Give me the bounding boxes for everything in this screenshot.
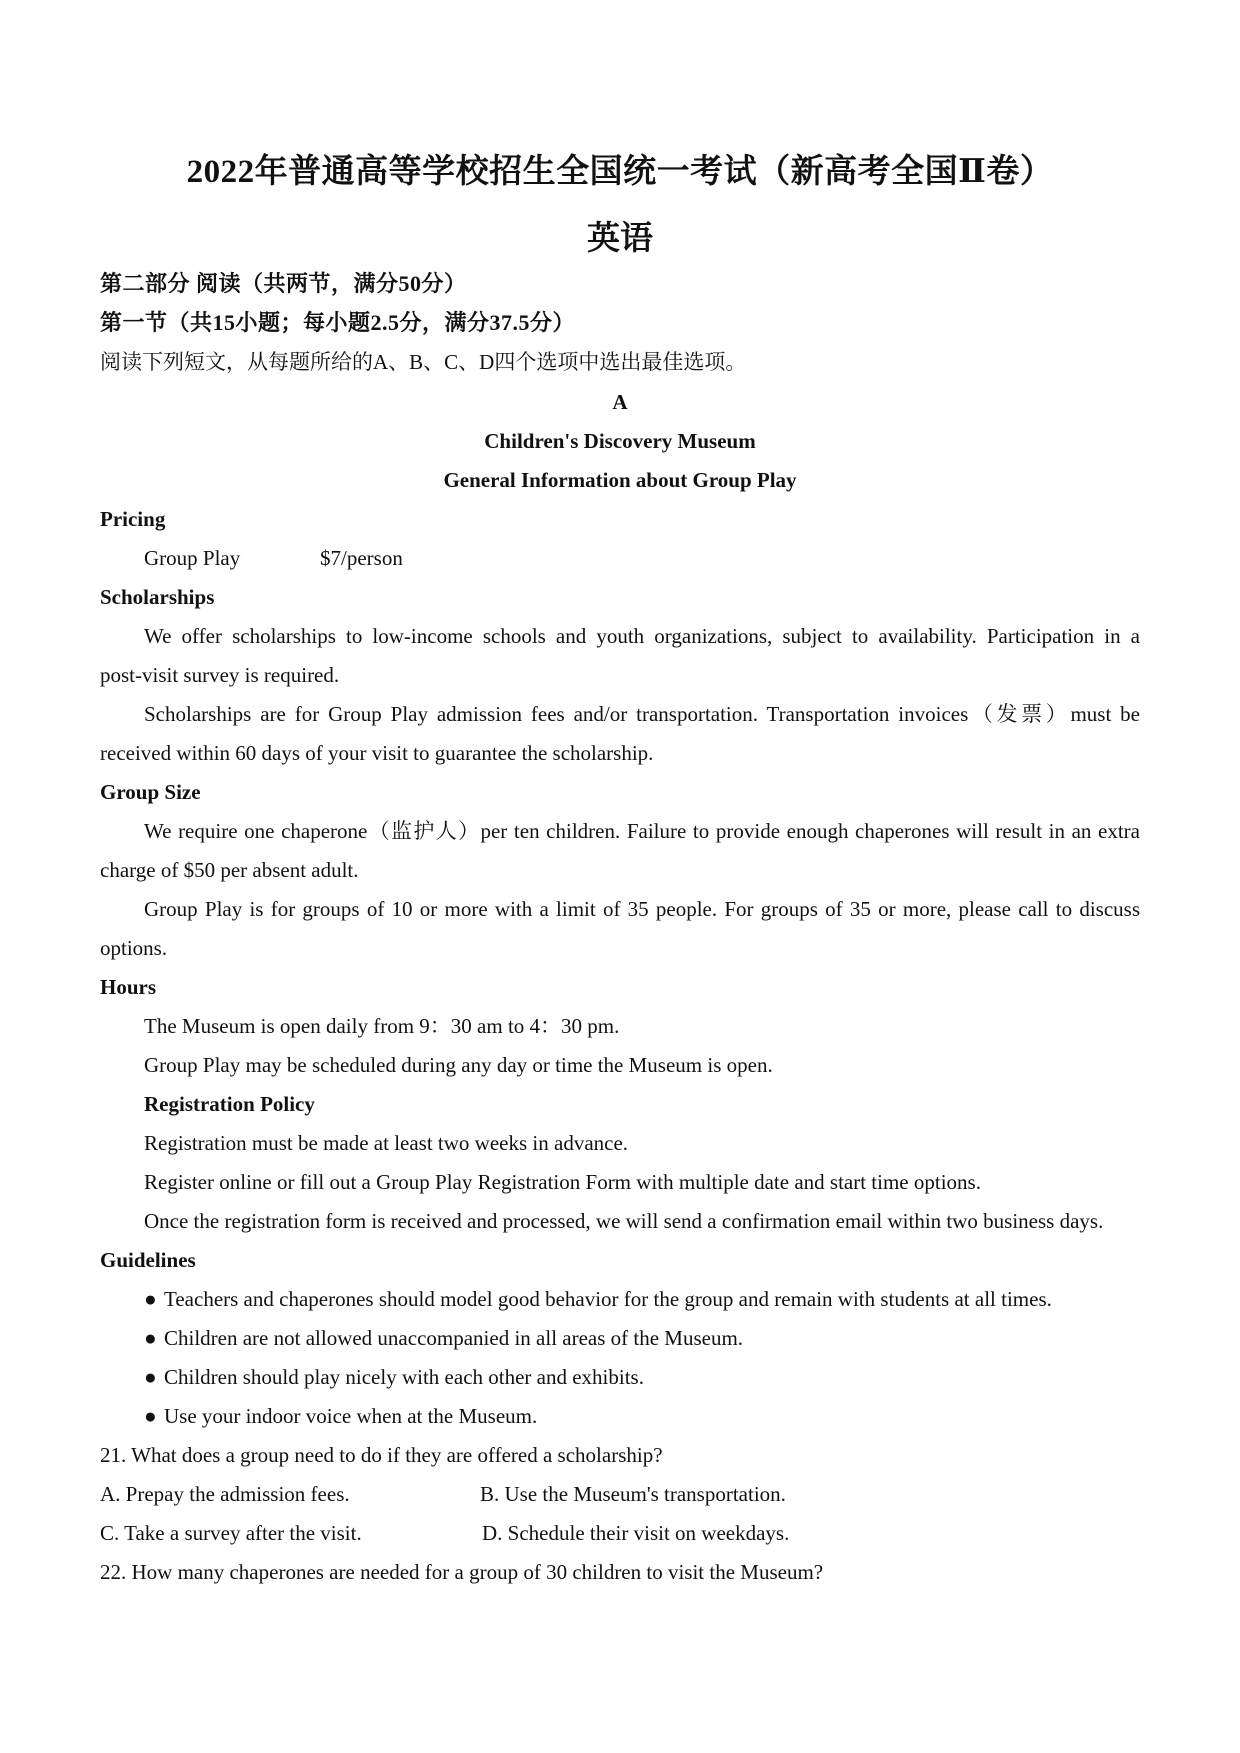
- pricing-heading: Pricing: [100, 507, 166, 531]
- bullet-icon: ●: [144, 1404, 157, 1428]
- scholarships-p2-line1: Scholarships are for Group Play admission fees and/or transportation. Transportation invoices（发票）must be: [144, 702, 1140, 726]
- question-22-stem: 22. How many chaperones are needed for a group of 30 children to visit the Museum?: [100, 1560, 824, 1584]
- hours-heading: Hours: [100, 975, 157, 999]
- guideline-text: Teachers and chaperones should model good behavior for the group and remain with students at all times.: [164, 1287, 1052, 1311]
- hours-p1: The Museum is open daily from 9：30 am to 4：30 pm.: [144, 1014, 620, 1038]
- question-21-stem: 21. What does a group need to do if they are offered a scholarship?: [100, 1443, 663, 1467]
- passage-letter: A: [612, 390, 628, 414]
- guideline-text: Children are not allowed unaccompanied in all areas of the Museum.: [164, 1326, 744, 1350]
- question-21-option-c: C. Take a survey after the visit.: [100, 1521, 362, 1545]
- guidelines-heading: Guidelines: [100, 1248, 196, 1272]
- guideline-text: Use your indoor voice when at the Museum.: [164, 1404, 538, 1428]
- exam-title: 2022年普通高等学校招生全国统一考试（新高考全国Ⅱ卷）: [186, 154, 1054, 190]
- instruction-text: 阅读下列短文，从每题所给的A、B、C、D四个选项中选出最佳选项。: [100, 350, 747, 374]
- registration-heading: Registration Policy: [144, 1092, 315, 1116]
- question-21-option-b: B. Use the Museum's transportation.: [480, 1482, 786, 1506]
- pricing-item: Group Play: [144, 546, 241, 570]
- guideline-text: Children should play nicely with each other and exhibits.: [164, 1365, 644, 1389]
- group-size-p2-line1: Group Play is for groups of 10 or more with a limit of 35 people. For groups of 35 or more, please call to discuss: [144, 897, 1140, 921]
- guideline-item: [144, 1402, 1140, 1430]
- passage-title: Children's Discovery Museum: [484, 429, 756, 453]
- guideline-item: [144, 1324, 1140, 1352]
- scholarships-p1-line2: post-visit survey is required.: [100, 663, 340, 687]
- passage-subtitle: General Information about Group Play: [443, 468, 797, 492]
- group-size-p2-line2: options.: [100, 936, 168, 960]
- registration-p1: Registration must be made at least two weeks in advance.: [144, 1131, 629, 1155]
- scholarships-heading: Scholarships: [100, 585, 215, 609]
- question-21-option-a: A. Prepay the admission fees.: [100, 1482, 350, 1506]
- hours-p2: Group Play may be scheduled during any day or time the Museum is open.: [144, 1053, 773, 1077]
- scholarships-p2-line2: received within 60 days of your visit to guarantee the scholarship.: [100, 741, 654, 765]
- group-size-p1-line1: We require one chaperone（监护人）per ten children. Failure to provide enough chaperones will result in an extra: [144, 819, 1140, 843]
- subject-title: 英语: [587, 221, 653, 257]
- question-21-option-d: D. Schedule their visit on weekdays.: [482, 1521, 790, 1545]
- pricing-price: $7/person: [320, 546, 403, 570]
- group-size-p1-line2: charge of $50 per absent adult.: [100, 858, 359, 882]
- bullet-icon: ●: [144, 1365, 157, 1389]
- scholarships-p1-line1: We offer scholarships to low-income schools and youth organizations, subject to availability. Participation in a: [144, 624, 1140, 648]
- group-size-heading: Group Size: [100, 780, 201, 804]
- part-title: 第二部分 阅读（共两节，满分50分）: [100, 271, 467, 296]
- registration-p2: Register online or fill out a Group Play Registration Form with multiple date and start time options.: [144, 1170, 981, 1194]
- bullet-icon: ●: [144, 1326, 157, 1350]
- subsection-title: 第一节（共15小题；每小题2.5分，满分37.5分）: [100, 310, 576, 335]
- guideline-item: [144, 1363, 1140, 1391]
- guideline-item: [144, 1285, 1140, 1313]
- registration-p3: Once the registration form is received and processed, we will send a confirmation email within two business days.: [144, 1209, 1104, 1233]
- bullet-icon: ●: [144, 1287, 157, 1311]
